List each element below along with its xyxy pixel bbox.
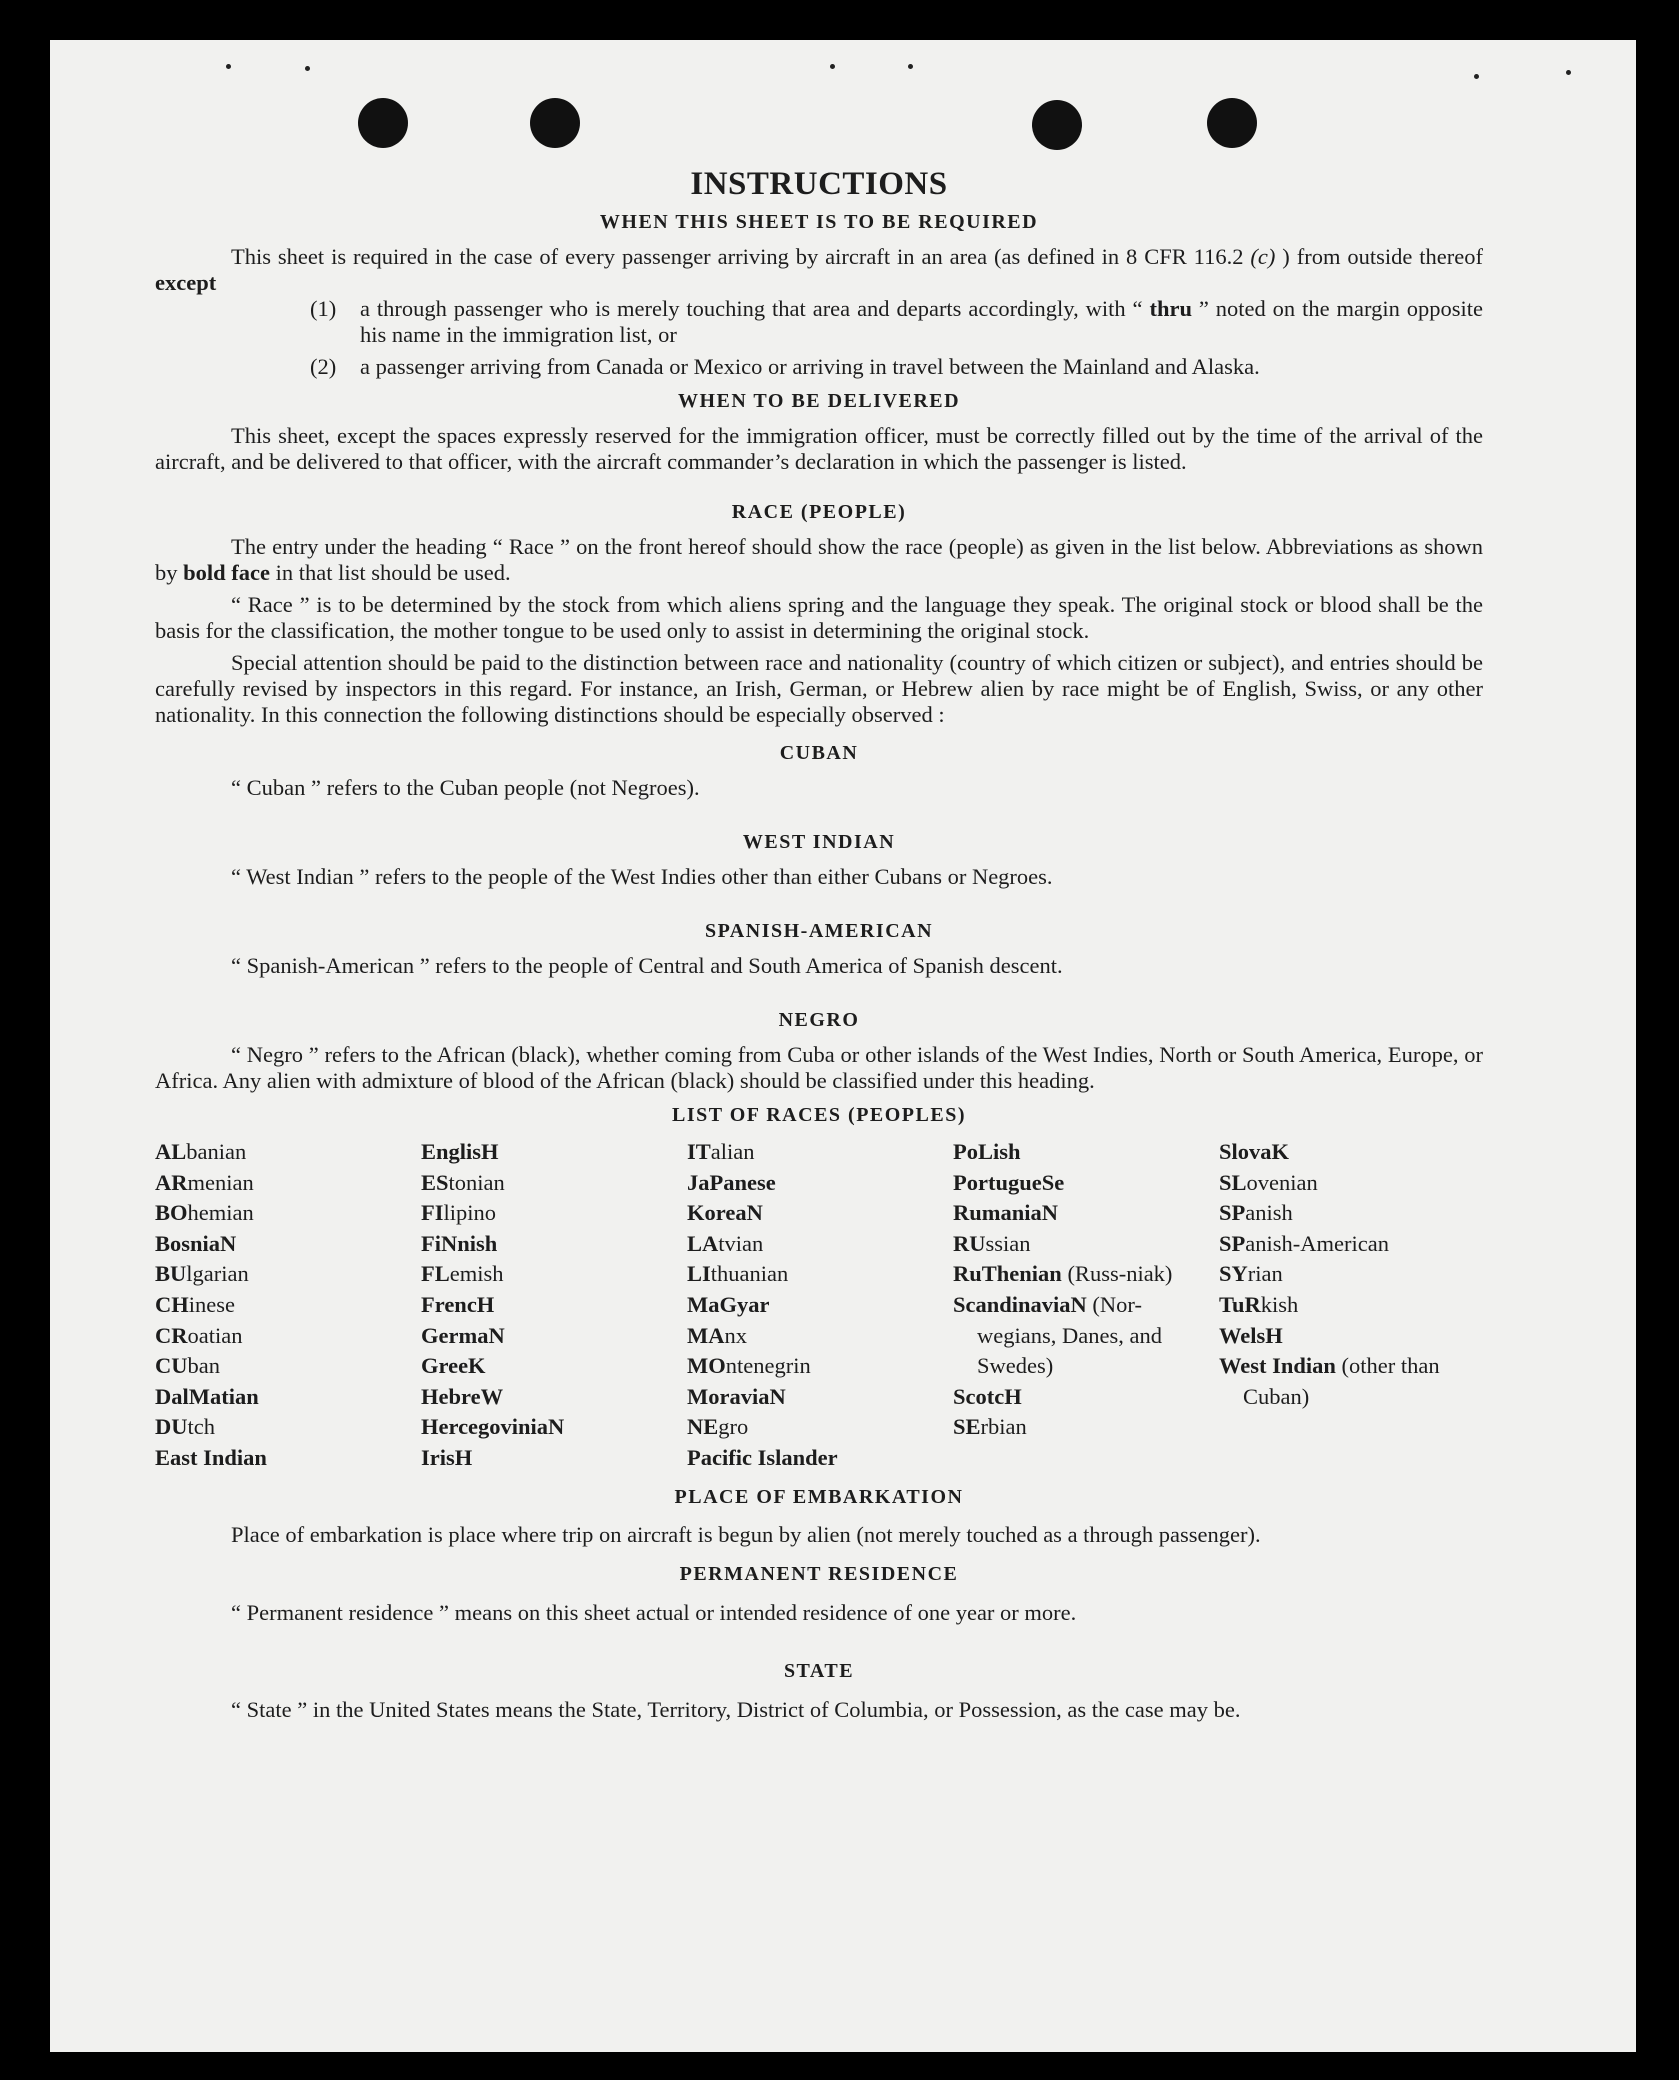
race-entry [421, 1443, 687, 1474]
race-entry [953, 1382, 1219, 1413]
race-abbrev: ES [421, 1169, 449, 1195]
race-rest: lgarian [186, 1261, 249, 1287]
race-entry [421, 1198, 687, 1229]
race-entry [155, 1412, 421, 1443]
race-abbrev: SE [953, 1414, 981, 1440]
text-run: bold face [183, 560, 270, 585]
exception-number: (2) [310, 354, 337, 379]
race-abbrev: CR [155, 1322, 188, 1348]
heading-spanish-american: SPANISH-AMERICAN [704, 920, 934, 942]
race-abbrev: RU [953, 1230, 986, 1256]
race-abbrev: KoreaN [687, 1200, 763, 1226]
race-entry [1219, 1168, 1485, 1199]
races-column [1219, 1137, 1485, 1474]
race-entry [687, 1382, 953, 1413]
race-rest: kish [1260, 1291, 1299, 1317]
race-abbrev: NE [687, 1414, 719, 1440]
race-abbrev: FrencH [421, 1291, 495, 1317]
text-run: The entry under the heading “ Race ” on the front hereof should show the race (people) as given in the list below. Abbreviations as shown by [155, 534, 1483, 585]
race-entry [155, 1382, 421, 1413]
race-rest: (other than Cuban) [1243, 1353, 1440, 1409]
race-entry [421, 1290, 687, 1321]
race-entry [953, 1290, 1219, 1382]
delivered-text: This sheet, except the spaces expressly reserved for the immigration officer, must be correctly filled out by the time of the arrival of the aircraft, and be delivered to that officer, with the aircraft commander’s declaration in which the passenger is listed. [155, 423, 1483, 474]
race-abbrev: RumaniaN [953, 1200, 1059, 1226]
text-run: ) from outside thereof [1275, 244, 1484, 269]
race-entry [953, 1168, 1219, 1199]
race-entry [687, 1412, 953, 1443]
race-entry [155, 1198, 421, 1229]
race-entry [155, 1168, 421, 1199]
race-rest: (Russ-niak) [1061, 1261, 1173, 1287]
heading-negro: NEGRO [778, 1009, 860, 1031]
heading-west-indian: WEST INDIAN [742, 831, 896, 853]
heading-when-required: WHEN THIS SHEET IS TO BE REQUIRED [599, 211, 1039, 233]
race-entry [155, 1259, 421, 1290]
text-run: a through passenger who is merely touching that area and departs accordingly, with “ [360, 296, 1150, 321]
heading-cuban: CUBAN [779, 742, 859, 764]
race-entry [421, 1412, 687, 1443]
race-entry [687, 1137, 953, 1168]
race-rest: anish [1245, 1200, 1293, 1226]
race-rest: hemian [187, 1200, 254, 1226]
race-entry [1219, 1229, 1485, 1260]
exception-item [310, 296, 1483, 348]
race-abbrev: AL [155, 1139, 187, 1164]
race-entry [155, 1290, 421, 1321]
race-abbrev: WelsH [1219, 1322, 1283, 1348]
race-abbrev: PortugueSe [953, 1169, 1065, 1195]
race-abbrev: PoLish [953, 1139, 1021, 1164]
text-run: (c) [1250, 244, 1276, 269]
race-entry [421, 1351, 687, 1382]
race-abbrev: BU [155, 1261, 187, 1287]
race-paragraph-3: Special attention should be paid to the distinction between race and nationality (country of which citizen or subject), and entries should be carefully revised by inspectors in this regard. For instance, an Irish, German, or Hebrew alien by race might be of English, Swiss, or any other nationality. In this connection the following distinctions should be especially observed : [155, 650, 1483, 727]
race-abbrev: FiNnish [421, 1230, 498, 1256]
race-entry [687, 1321, 953, 1352]
race-abbrev: EnglisH [421, 1139, 499, 1164]
race-entry [1219, 1137, 1485, 1168]
race-rest: oatian [187, 1322, 243, 1348]
races-list [155, 1137, 1483, 1474]
race-abbrev: BO [155, 1200, 188, 1226]
race-rest: emish [449, 1261, 504, 1287]
race-entry [155, 1137, 421, 1168]
race-entry [155, 1321, 421, 1352]
race-abbrev: MoraviaN [687, 1383, 786, 1409]
speck [908, 64, 913, 69]
race-entry [1219, 1290, 1485, 1321]
race-abbrev: West Indian [1219, 1353, 1336, 1379]
race-abbrev: Pacific Islander [687, 1444, 838, 1470]
race-rest: ntenegrin [725, 1353, 811, 1379]
text-run: ” noted on the margin opposite his name in the immigration list, or [360, 296, 1483, 347]
race-entry [1219, 1259, 1485, 1290]
race-paragraph-2: “ Race ” is to be determined by the stock from which aliens spring and the language they speak. The original stock or blood shall be the basis for the classification, the mother tongue to be used only to assist in determining the original stock. [155, 592, 1483, 643]
race-entry [687, 1443, 953, 1474]
race-abbrev: SlovaK [1219, 1139, 1290, 1164]
instructions-content [155, 130, 1483, 1727]
race-abbrev: ScotcH [953, 1383, 1022, 1409]
race-abbrev: East Indian [155, 1444, 267, 1470]
race-abbrev: SL [1219, 1169, 1247, 1195]
race-abbrev: SP [1219, 1200, 1246, 1226]
race-rest: banian [186, 1139, 247, 1164]
race-abbrev: TuR [1219, 1291, 1261, 1317]
race-entry [421, 1168, 687, 1199]
required-intro [155, 244, 1483, 296]
state-text: “ State ” in the United States means the State, Territory, District of Columbia, or Possession, as the case may be. [231, 1696, 1241, 1722]
race-entry [953, 1137, 1219, 1168]
race-abbrev: BosniaN [155, 1230, 237, 1256]
race-entry [687, 1351, 953, 1382]
race-rest: (Nor-wegians, Danes, and Swedes) [977, 1291, 1162, 1379]
race-abbrev: LI [687, 1261, 711, 1287]
race-abbrev: CU [155, 1353, 188, 1379]
race-entry [155, 1443, 421, 1474]
race-paragraph-1 [155, 534, 1483, 586]
race-entry [953, 1412, 1219, 1443]
race-rest: alian [710, 1139, 755, 1164]
exception-item [310, 354, 1483, 380]
race-abbrev: HebreW [421, 1383, 504, 1409]
race-abbrev: MO [687, 1353, 726, 1379]
race-entry [421, 1382, 687, 1413]
race-abbrev: ScandinaviaN [953, 1291, 1087, 1317]
race-abbrev: RuThenian [953, 1261, 1062, 1287]
race-rest: ovenian [1246, 1169, 1318, 1195]
race-entry [421, 1259, 687, 1290]
race-rest: rbian [980, 1414, 1027, 1440]
race-rest: lipino [443, 1200, 497, 1226]
race-rest: nx [724, 1322, 747, 1348]
exception-text [360, 296, 1483, 348]
cuban-text: “ Cuban ” refers to the Cuban people (not Negroes). [231, 775, 700, 800]
race-abbrev: IrisH [421, 1444, 473, 1470]
race-abbrev: FL [421, 1261, 450, 1287]
race-rest: gro [718, 1414, 749, 1440]
race-abbrev: GreeK [421, 1353, 486, 1379]
race-entry [687, 1198, 953, 1229]
speck [226, 64, 231, 69]
negro-text: “ Negro ” refers to the African (black), whether coming from Cuba or other islands of the West Indies, North or South America, Europe, or Africa. Any alien with admixture of blood of the African (black) should be classified under this heading. [155, 1042, 1483, 1093]
heading-when-delivered: WHEN TO BE DELIVERED [677, 390, 961, 412]
race-abbrev: DU [155, 1414, 188, 1440]
race-abbrev: MaGyar [687, 1291, 770, 1317]
race-abbrev: LA [687, 1230, 719, 1256]
race-rest: rian [1247, 1261, 1283, 1287]
speck [1474, 74, 1479, 79]
race-rest: ban [187, 1353, 220, 1379]
race-entry [1219, 1321, 1485, 1352]
race-abbrev: JaPanese [687, 1169, 776, 1195]
heading-list-of-races: LIST OF RACES (PEOPLES) [671, 1104, 966, 1126]
speck [830, 64, 835, 69]
race-entry [687, 1259, 953, 1290]
page-title: INSTRUCTIONS [690, 166, 948, 202]
text-run: thru [1149, 296, 1192, 321]
race-abbrev: DalMatian [155, 1383, 259, 1409]
race-abbrev: IT [687, 1139, 711, 1164]
race-abbrev: SY [1219, 1261, 1248, 1287]
text-run: This sheet is required in the case of every passenger arriving by aircraft in an area (as defined in 8 CFR 116.2 [231, 244, 1251, 269]
race-entry [953, 1259, 1219, 1290]
race-entry [155, 1229, 421, 1260]
spanish-american-text: “ Spanish-American ” refers to the people of Central and South America of Spanish descent. [231, 953, 1063, 978]
race-entry [421, 1321, 687, 1352]
heading-embarkation: PLACE OF EMBARKATION [674, 1485, 964, 1508]
heading-race: RACE (PEOPLE) [731, 501, 907, 523]
speck [1566, 70, 1571, 75]
race-rest: tvian [718, 1230, 764, 1256]
race-entry [953, 1229, 1219, 1260]
race-rest: tch [187, 1414, 215, 1440]
race-entry [421, 1229, 687, 1260]
west-indian-text: “ West Indian ” refers to the people of the West Indies other than either Cubans or Negroes. [231, 864, 1053, 889]
race-entry [1219, 1198, 1485, 1229]
exception-text: a passenger arriving from Canada or Mexico or arriving in travel between the Mainland and Alaska. [360, 354, 1260, 379]
embarkation-text: Place of embarkation is place where trip on aircraft is begun by alien (not merely touched as a through passenger). [231, 1521, 1261, 1547]
races-column [155, 1137, 421, 1474]
race-rest: tonian [448, 1169, 505, 1195]
race-rest: anish-American [1245, 1230, 1389, 1256]
race-entry [155, 1351, 421, 1382]
race-abbrev: CH [155, 1291, 189, 1317]
race-entry [687, 1290, 953, 1321]
race-abbrev: FI [421, 1200, 444, 1226]
race-rest: inese [188, 1291, 235, 1317]
races-column [421, 1137, 687, 1474]
heading-state: STATE [783, 1659, 855, 1682]
heading-permanent-residence: PERMANENT RESIDENCE [679, 1562, 959, 1585]
race-entry [687, 1168, 953, 1199]
text-run: in that list should be used. [270, 560, 511, 585]
races-column [953, 1137, 1219, 1474]
exception-number: (1) [310, 296, 337, 321]
race-entry [687, 1229, 953, 1260]
race-abbrev: GermaN [421, 1322, 505, 1348]
races-column [687, 1137, 953, 1474]
speck [305, 66, 310, 71]
text-run: except [155, 270, 217, 295]
race-rest: thuanian [710, 1261, 789, 1287]
race-abbrev: HercegoviniaN [421, 1414, 565, 1440]
race-rest: ssian [985, 1230, 1031, 1256]
residence-text: “ Permanent residence ” means on this sheet actual or intended residence of one year or more. [231, 1599, 1077, 1625]
race-abbrev: AR [155, 1169, 188, 1195]
race-rest: menian [187, 1169, 254, 1195]
race-abbrev: MA [687, 1322, 725, 1348]
race-abbrev: SP [1219, 1230, 1246, 1256]
race-entry [1219, 1351, 1485, 1412]
race-entry [421, 1137, 687, 1168]
race-entry [953, 1198, 1219, 1229]
